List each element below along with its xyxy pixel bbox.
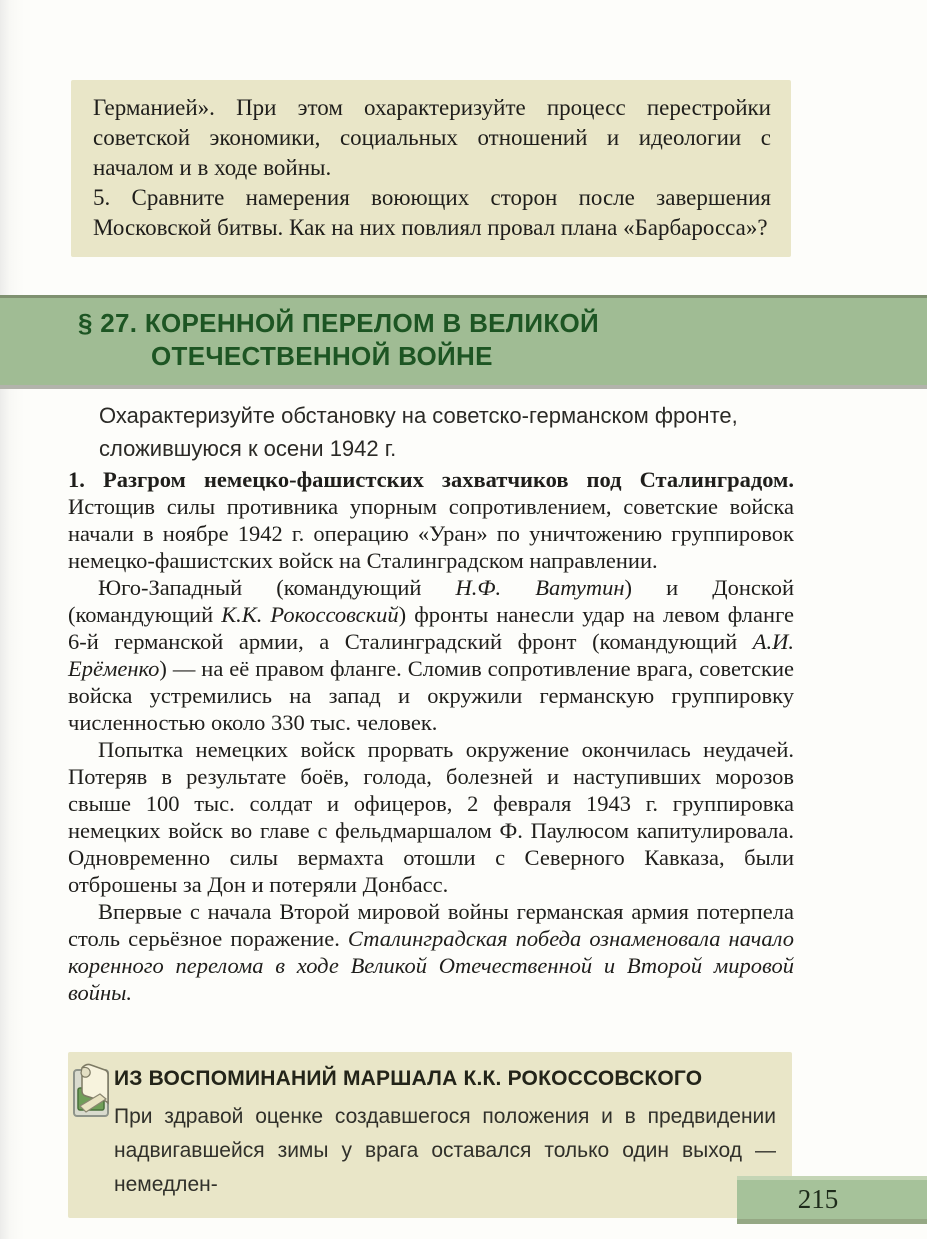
- page-number: 215: [797, 1184, 839, 1214]
- paragraph: 1. Разгром немецко-фашистских захватчиков под Сталинградом. Истощив силы противника упорным сопротивлением, советские войска начали в ноябре 1942 г. операцию «Уран» по уничтожению группировок немецко-фашистских войск на Сталинградском направлении.: [68, 467, 794, 573]
- page-number-band: [737, 1176, 927, 1224]
- section-title: [78, 307, 927, 373]
- paragraph: Попытка немецких войск прорвать окружение окончилась неудачей. Потеряв в результате боёв, голода, болезней и наступивших морозов свыше 100 тыс. солдат и офицеров, 2 февраля 1943 г. группировка немецких войск во главе с фельдмаршалом Ф. Паулюсом капитулировала. Одновременно силы вермахта отошли с Северного Кавказа, были отброшены за Дон и потеряли Донбасс.: [68, 737, 794, 897]
- paragraph: Юго-Западный (командующий Н.Ф. Ватутин) и Донской (командующий К.К. Рокоссовский) фронты нанесли удар на левом фланге 6-й германской армии, а Сталинградский фронт (командующий А.И. Ерёменко) — на её правом фланге. Сломив сопротивление врага, советские войска устремились на запад и окружили германскую группировку численностью около 330 тыс. человек.: [68, 575, 794, 735]
- question-item: 5. Сравните намерения воюющих сторон после завершения Московской битвы. Как на них повлиял провал плана «Барбаросса»?: [93, 185, 771, 240]
- body-paragraphs: [68, 466, 794, 1006]
- memoir-title: ИЗ ВОСПОМИНАНИЙ МАРШАЛА К.К. РОКОССОВСКОГО: [114, 1067, 703, 1090]
- question-item: Германией». При этом охарактеризуйте процесс перестройки советской экономики, социальных отношений и идеологии с началом и в ходе войны.: [93, 95, 771, 180]
- memoir-text: При здравой оценке создавшегося положения и в предвидении надвигавшейся зимы у врага оставался только один выход — немедлен-: [114, 1105, 776, 1196]
- paragraph: Впервые с начала Второй мировой войны германская армия потерпела столь серьёзное поражение. Сталинградская победа ознаменовала начало коренного перелома в ходе Великой Отечественной и Второй мировой войны.: [68, 899, 794, 1005]
- questions-box: [71, 80, 791, 257]
- section-title-line1: § 27. КОРЕННОЙ ПЕРЕЛОМ В ВЕЛИКОЙ: [78, 308, 600, 338]
- section-header-band: [0, 295, 927, 389]
- memoir-box: [68, 1052, 792, 1218]
- section-title-line2: ОТЕЧЕСТВЕННОЙ ВОЙНЕ: [151, 341, 493, 371]
- intro-question: Охарактеризуйте обстановку на советско-германском фронте, сложившуюся к осени 1942 г.: [99, 403, 738, 461]
- scroll-icon: [72, 1062, 114, 1120]
